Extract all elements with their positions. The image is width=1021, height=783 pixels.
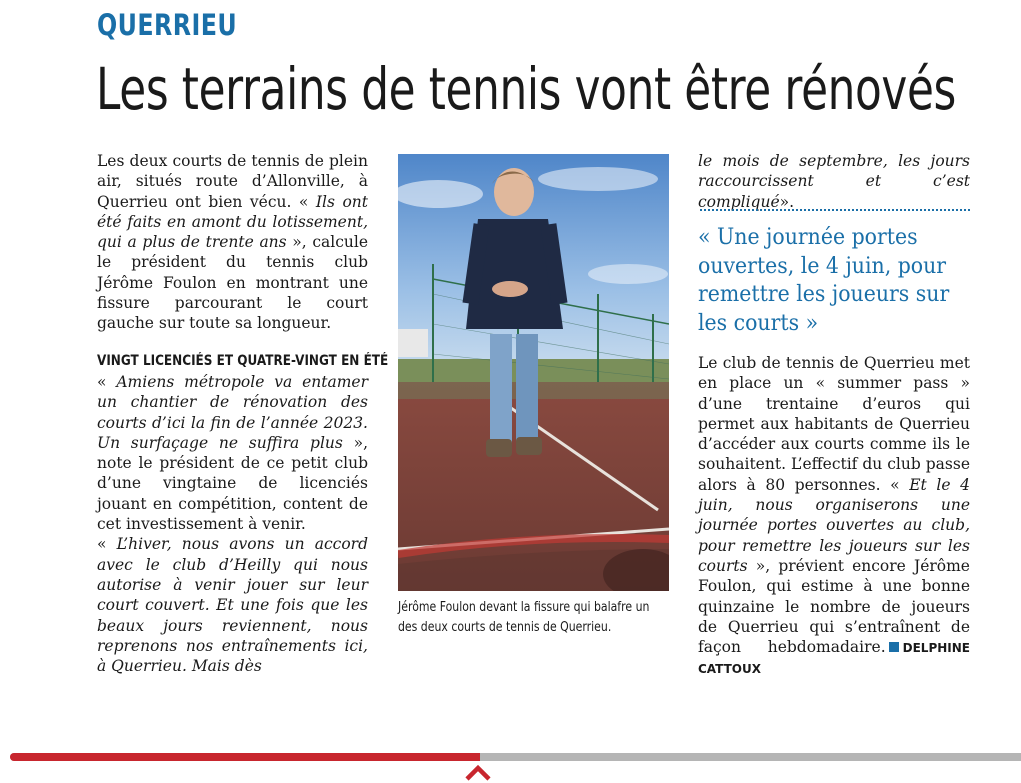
paragraph-winter: [97, 534, 368, 676]
reading-progress-fill: [10, 753, 480, 761]
paragraph-summer-pass: [698, 353, 970, 680]
byline: DELPHINE CATTOUX: [698, 641, 970, 677]
article-column-3-top: [698, 151, 970, 212]
quote-run: L’hiver, nous avons un accord avec le club d’Heilly qui nous autorise à venir jouer sur leur court couvert. Et une fois que les beaux jours reviennent, nous reprenons nos entraînements ici, à Querrieu. Mais dès: [97, 535, 368, 676]
article-headline: Les terrains de tennis vont être rénovés: [96, 55, 956, 123]
paragraph-continuation: [698, 151, 970, 212]
text-run: », note le président de ce petit club d’une vingtaine de licenciés jouant en compétition, content de cet investissement à venir.: [97, 433, 368, 534]
text-run: Le club de tennis de Querrieu met en place un « summer pass » d’une trentaine d’euros qui permet aux habitants de Querrieu d’accéder aux courts comme ils le souhaitent. L’effectif du club passe alors à 80 personnes. «: [698, 354, 970, 494]
chevron-up-icon[interactable]: [464, 762, 492, 782]
text-run: Les deux courts de tennis de plein air, situés route d’Allonville, à Querrieu ont bien vécu. «: [97, 152, 368, 211]
text-run: «: [97, 535, 117, 554]
quote-run: Amiens métropole va entamer un chantier de rénovation des courts d’ici la fin de l’année 2023. Un surfaçage ne suffira plus: [97, 372, 368, 452]
byline-square-icon: [889, 642, 899, 652]
article-subhead: VINGT LICENCIÉS ET QUATRE-VINGT EN ÉTÉ: [97, 352, 389, 369]
quote-run: Et le 4 juin, nous organiserons une journée portes ouvertes au club, pour remettre les joueurs sur les courts: [698, 475, 970, 575]
text-run: », calcule le président du tennis club Jérôme Foulon en montrant une fissure parcourant le court gauche sur toute sa longueur.: [97, 233, 368, 333]
pullquote: « Une journée portes ouvertes, le 4 juin, pour remettre les joueurs sur les courts »: [698, 225, 950, 336]
quote-run: le mois de septembre, les jours raccourcissent et c’est compliqué: [698, 152, 970, 211]
article-photo: [398, 154, 669, 591]
text-run: «: [97, 372, 117, 391]
pullquote-divider: [700, 209, 970, 213]
article-column-1: [97, 151, 389, 676]
text-run: ».: [779, 192, 795, 211]
section-kicker: QUERRIEU: [97, 8, 238, 42]
paragraph-renovation: [97, 372, 368, 534]
text-run: », prévient encore Jérôme Foulon, qui estime à une bonne quinzaine le nombre de joueurs de Querrieu qui s’entraînent de façon hebdomadaire.: [698, 556, 970, 657]
article-column-3-bottom: [698, 353, 970, 680]
photo-caption: Jérôme Foulon devant la fissure qui balafre un des deux courts de tennis de Querrieu.: [398, 600, 650, 635]
quote-run: Ils ont été faits en amont du lotissement, qui a plus de trente ans: [97, 192, 368, 252]
paragraph-intro: [97, 151, 368, 334]
tennis-court-photo: [398, 154, 669, 591]
